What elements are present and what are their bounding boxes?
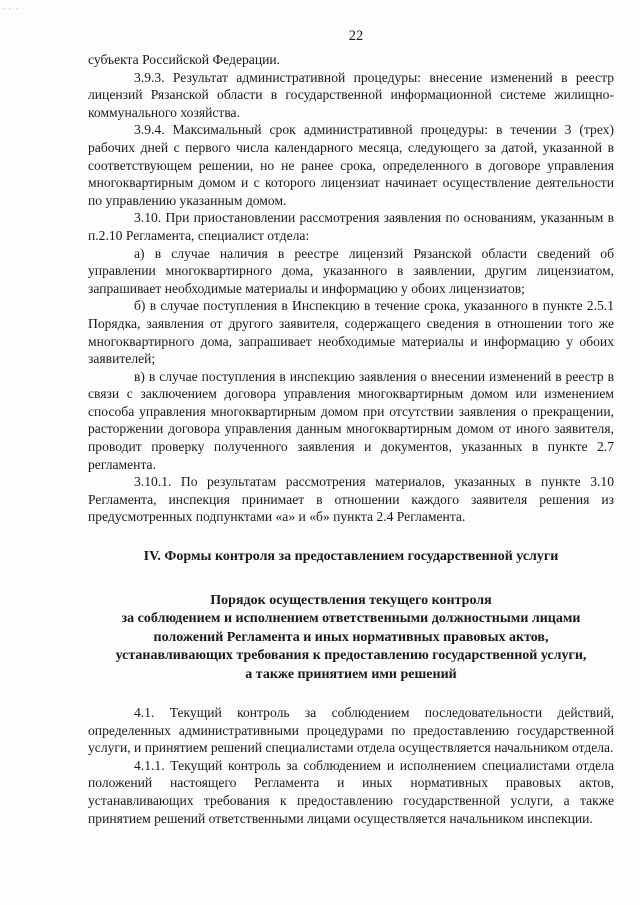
paragraph-3-10-v: в) в случае поступления в инспекцию заявления о внесении изменений в реестр в связи с заключением договора управления многоквартирным домом или изменением способа управления многоквартирным домом при отсутствии заявления о прекращении, расторжении договора управления данным многоквартирным домом от иного заявителя, проводит проверку полученного заявления и документов, указанных в пункте 2.7 регламента.	[88, 368, 614, 472]
subsection-heading-line: а также принятием ими решений	[245, 666, 457, 682]
paragraph-3-9-3: 3.9.3. Результат административной процедуры: внесение изменений в реестр лицензий Рязанской области в государственной информационной системе жилищно-коммунального хозяйства.	[88, 69, 614, 120]
subsection-heading-line: за соблюдением и исполнением ответственными должностными лицами	[121, 611, 581, 627]
body-text-top	[88, 51, 614, 526]
paragraph-4-1: 4.1. Текущий контроль за соблюдением последовательности действий, определенных административными процедурами по предоставлению государственной услуги, и принятием решений специалистами отдела осуществляется начальником отдела.	[88, 705, 614, 756]
paragraph-4-1-1: 4.1.1. Текущий контроль за соблюдением и исполнением специалистами отдела положений настоящего Регламента и иных нормативных правовых актов, устанавливающих требования к предоставлению государственной услуги, а также принятием решений ответственными лицами осуществляется начальником инспекции.	[88, 757, 614, 826]
subsection-heading-line: положений Регламента и иных нормативных правовых актов,	[153, 629, 549, 645]
scan-artifact	[2, 4, 42, 12]
subsection-heading-line: Порядок осуществления текущего контроля	[210, 593, 492, 609]
subsection-heading	[88, 592, 614, 684]
paragraph-3-10-1: 3.10.1. По результатам рассмотрения материалов, указанных в пункте 3.10 Регламента, инспекция принимает в отношении каждого заявителя решения из предусмотренных подпунктами «а» и «б» пункта 2.4 Регламента.	[88, 474, 614, 525]
paragraph-3-10-b: б) в случае поступления в Инспекцию в течение срока, указанного в пункте 2.5.1 Порядка, заявления от другого заявителя, содержащего сведения в отношении того же многоквартирного дома, запрашивает необходимые материалы и информацию у обоих заявителей;	[88, 298, 614, 367]
paragraph-3-10: 3.10. При приостановлении рассмотрения заявления по основаниям, указанным в п.2.10 Регламента, специалист отдела:	[88, 210, 614, 243]
page-number: 22	[348, 28, 364, 44]
body-text-bottom	[88, 704, 614, 827]
paragraph-3-9-4: 3.9.4. Максимальный срок административной процедуры: в течении 3 (трех) рабочих дней с первого числа календарного месяца, следующего за датой, указанной в соответствующем решении, но не ранее срока, определенного в договоре управления многоквартирным домом и с которого лицензиат начинает осуществление деятельности по управлению указанным домом.	[88, 122, 614, 208]
section-heading: IV. Формы контроля за предоставлением государственной услуги	[143, 549, 559, 565]
paragraph-continuation: субъекта Российской Федерации.	[88, 52, 281, 67]
subsection-heading-line: устанавливающих требования к предоставлению государственной услуги,	[115, 648, 587, 664]
paragraph-3-10-a: а) в случае наличия в реестре лицензий Рязанской области сведений об управлении многоквартирного дома, указанного в заявлении, другим лицензиатом, запрашивает необходимые материалы и информацию у обоих лицензиатов;	[88, 245, 614, 296]
